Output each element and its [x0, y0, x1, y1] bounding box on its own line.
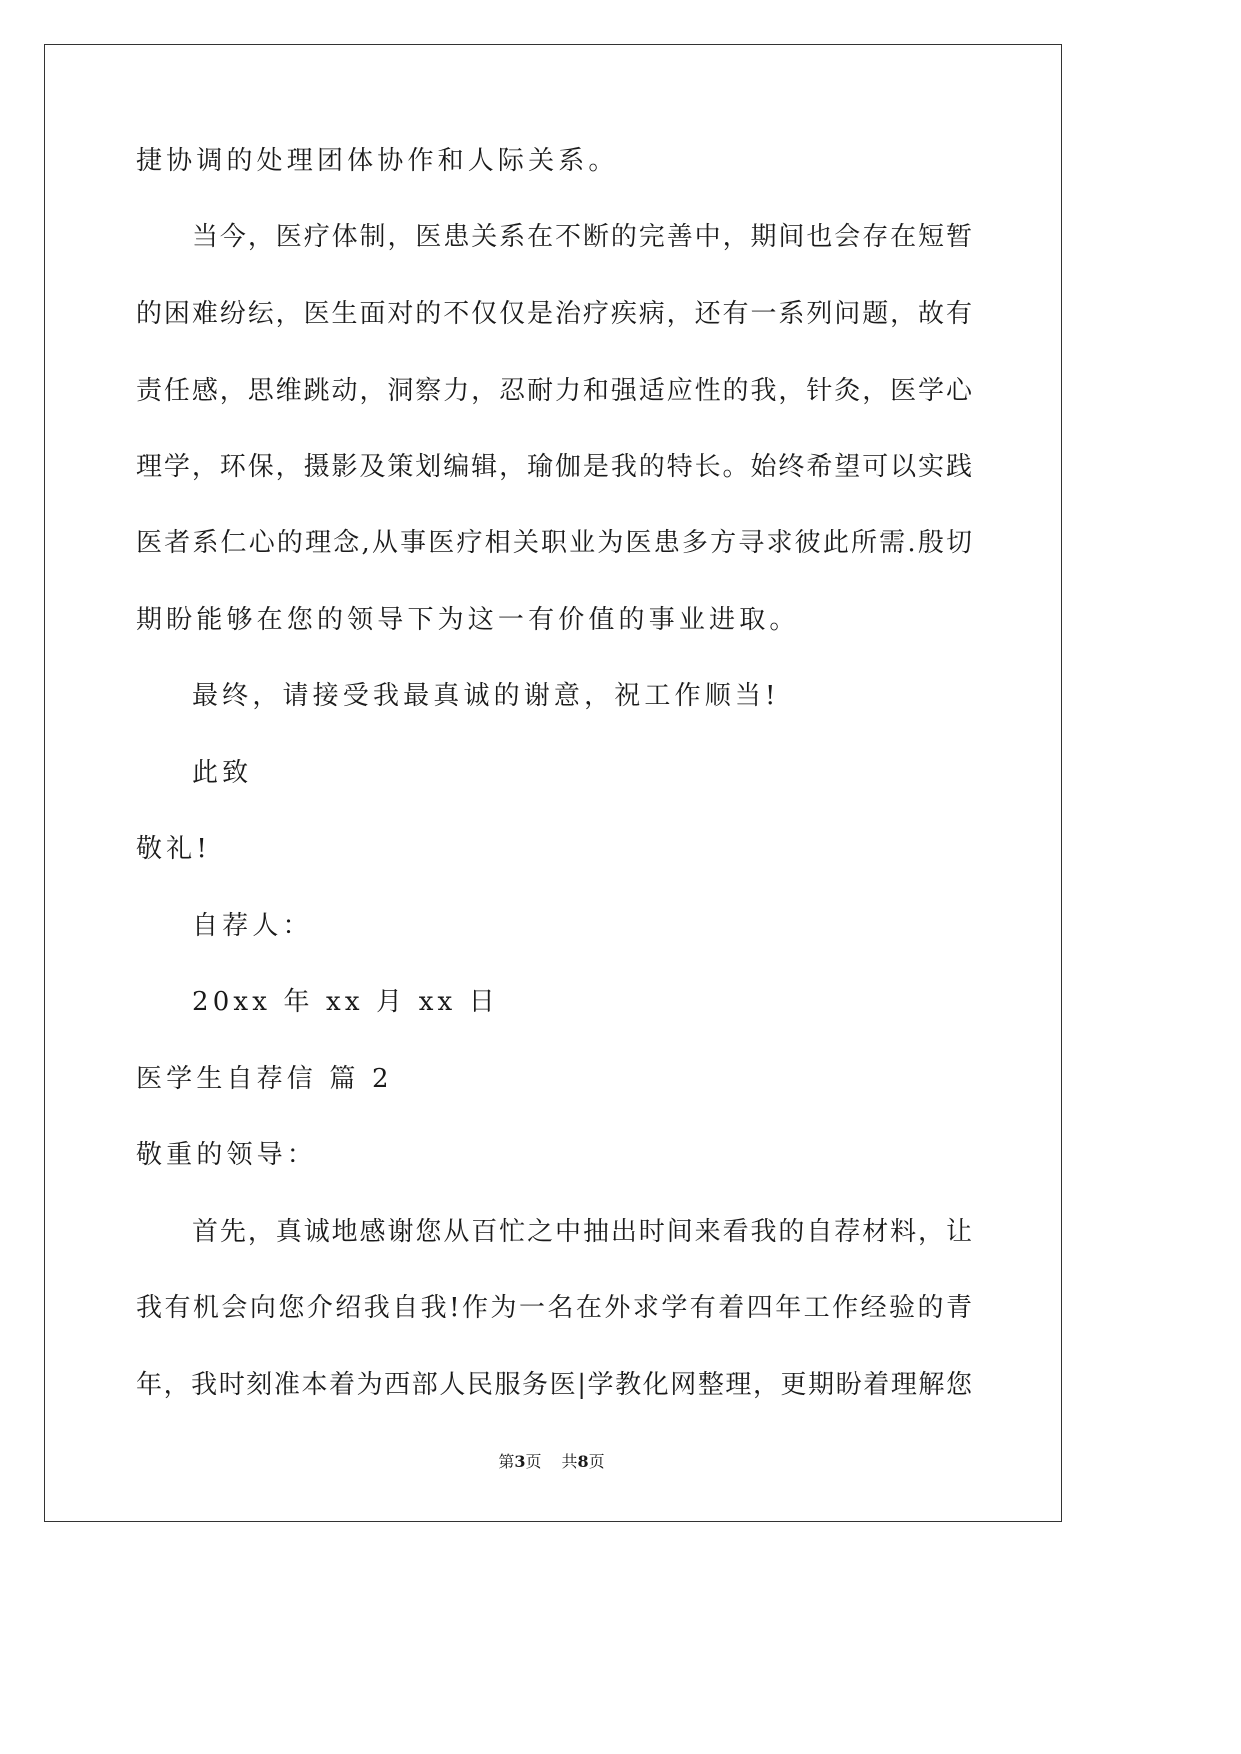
- page-number: 3: [514, 1452, 526, 1471]
- paragraph-line: 当今，医疗体制，医患关系在不断的完善中，期间也会存在短暂: [192, 222, 972, 252]
- paragraph-line: 首先，真诚地感谢您从百忙之中抽出时间来看我的自荐材料，让: [192, 1217, 972, 1247]
- paragraph-line: 的困难纷纭，医生面对的不仅仅是治疗疾病，还有一系列问题，故有: [136, 299, 972, 329]
- total-pages: 8: [577, 1452, 589, 1471]
- paragraph-line: 责任感，思维跳动，洞察力，忍耐力和强适应性的我，针灸，医学心: [136, 376, 972, 406]
- total-suffix: 页: [588, 1452, 605, 1471]
- greeting-line: 敬重的领导：: [136, 1140, 317, 1170]
- paragraph-line: 年，我时刻准本着为西部人民服务医|学教化网整理，更期盼着理解您: [136, 1370, 972, 1400]
- paragraph-line: 捷协调的处理团体协作和人际关系。: [136, 146, 619, 176]
- paragraph-line: 医者系仁心的理念,从事医疗相关职业为医患多方寻求彼此所需.殷切: [136, 528, 972, 558]
- closing-line: 最终，请接受我最真诚的谢意，祝工作顺当!: [192, 681, 780, 711]
- signature-label: 自荐人：: [192, 911, 313, 941]
- paragraph-line: 期盼能够在您的领导下为这一有价值的事业进取。: [136, 605, 800, 635]
- total-prefix: 共: [561, 1452, 578, 1471]
- paragraph-line: 我有机会向您介绍我自我!作为一名在外求学有着四年工作经验的青: [136, 1293, 972, 1323]
- paragraph-line: 理学，环保，摄影及策划编辑，瑜伽是我的特长。始终希望可以实践: [136, 452, 972, 482]
- salutation-jingli: 敬礼!: [136, 834, 211, 864]
- page-suffix: 页: [525, 1452, 542, 1471]
- section-heading: 医学生自荐信 篇 2: [136, 1064, 393, 1094]
- date-line: 20xx 年 xx 月 xx 日: [192, 987, 499, 1017]
- page-footer: [0, 1451, 1103, 1473]
- salutation-cizhi: 此致: [192, 758, 253, 788]
- page-prefix: 第: [498, 1452, 515, 1471]
